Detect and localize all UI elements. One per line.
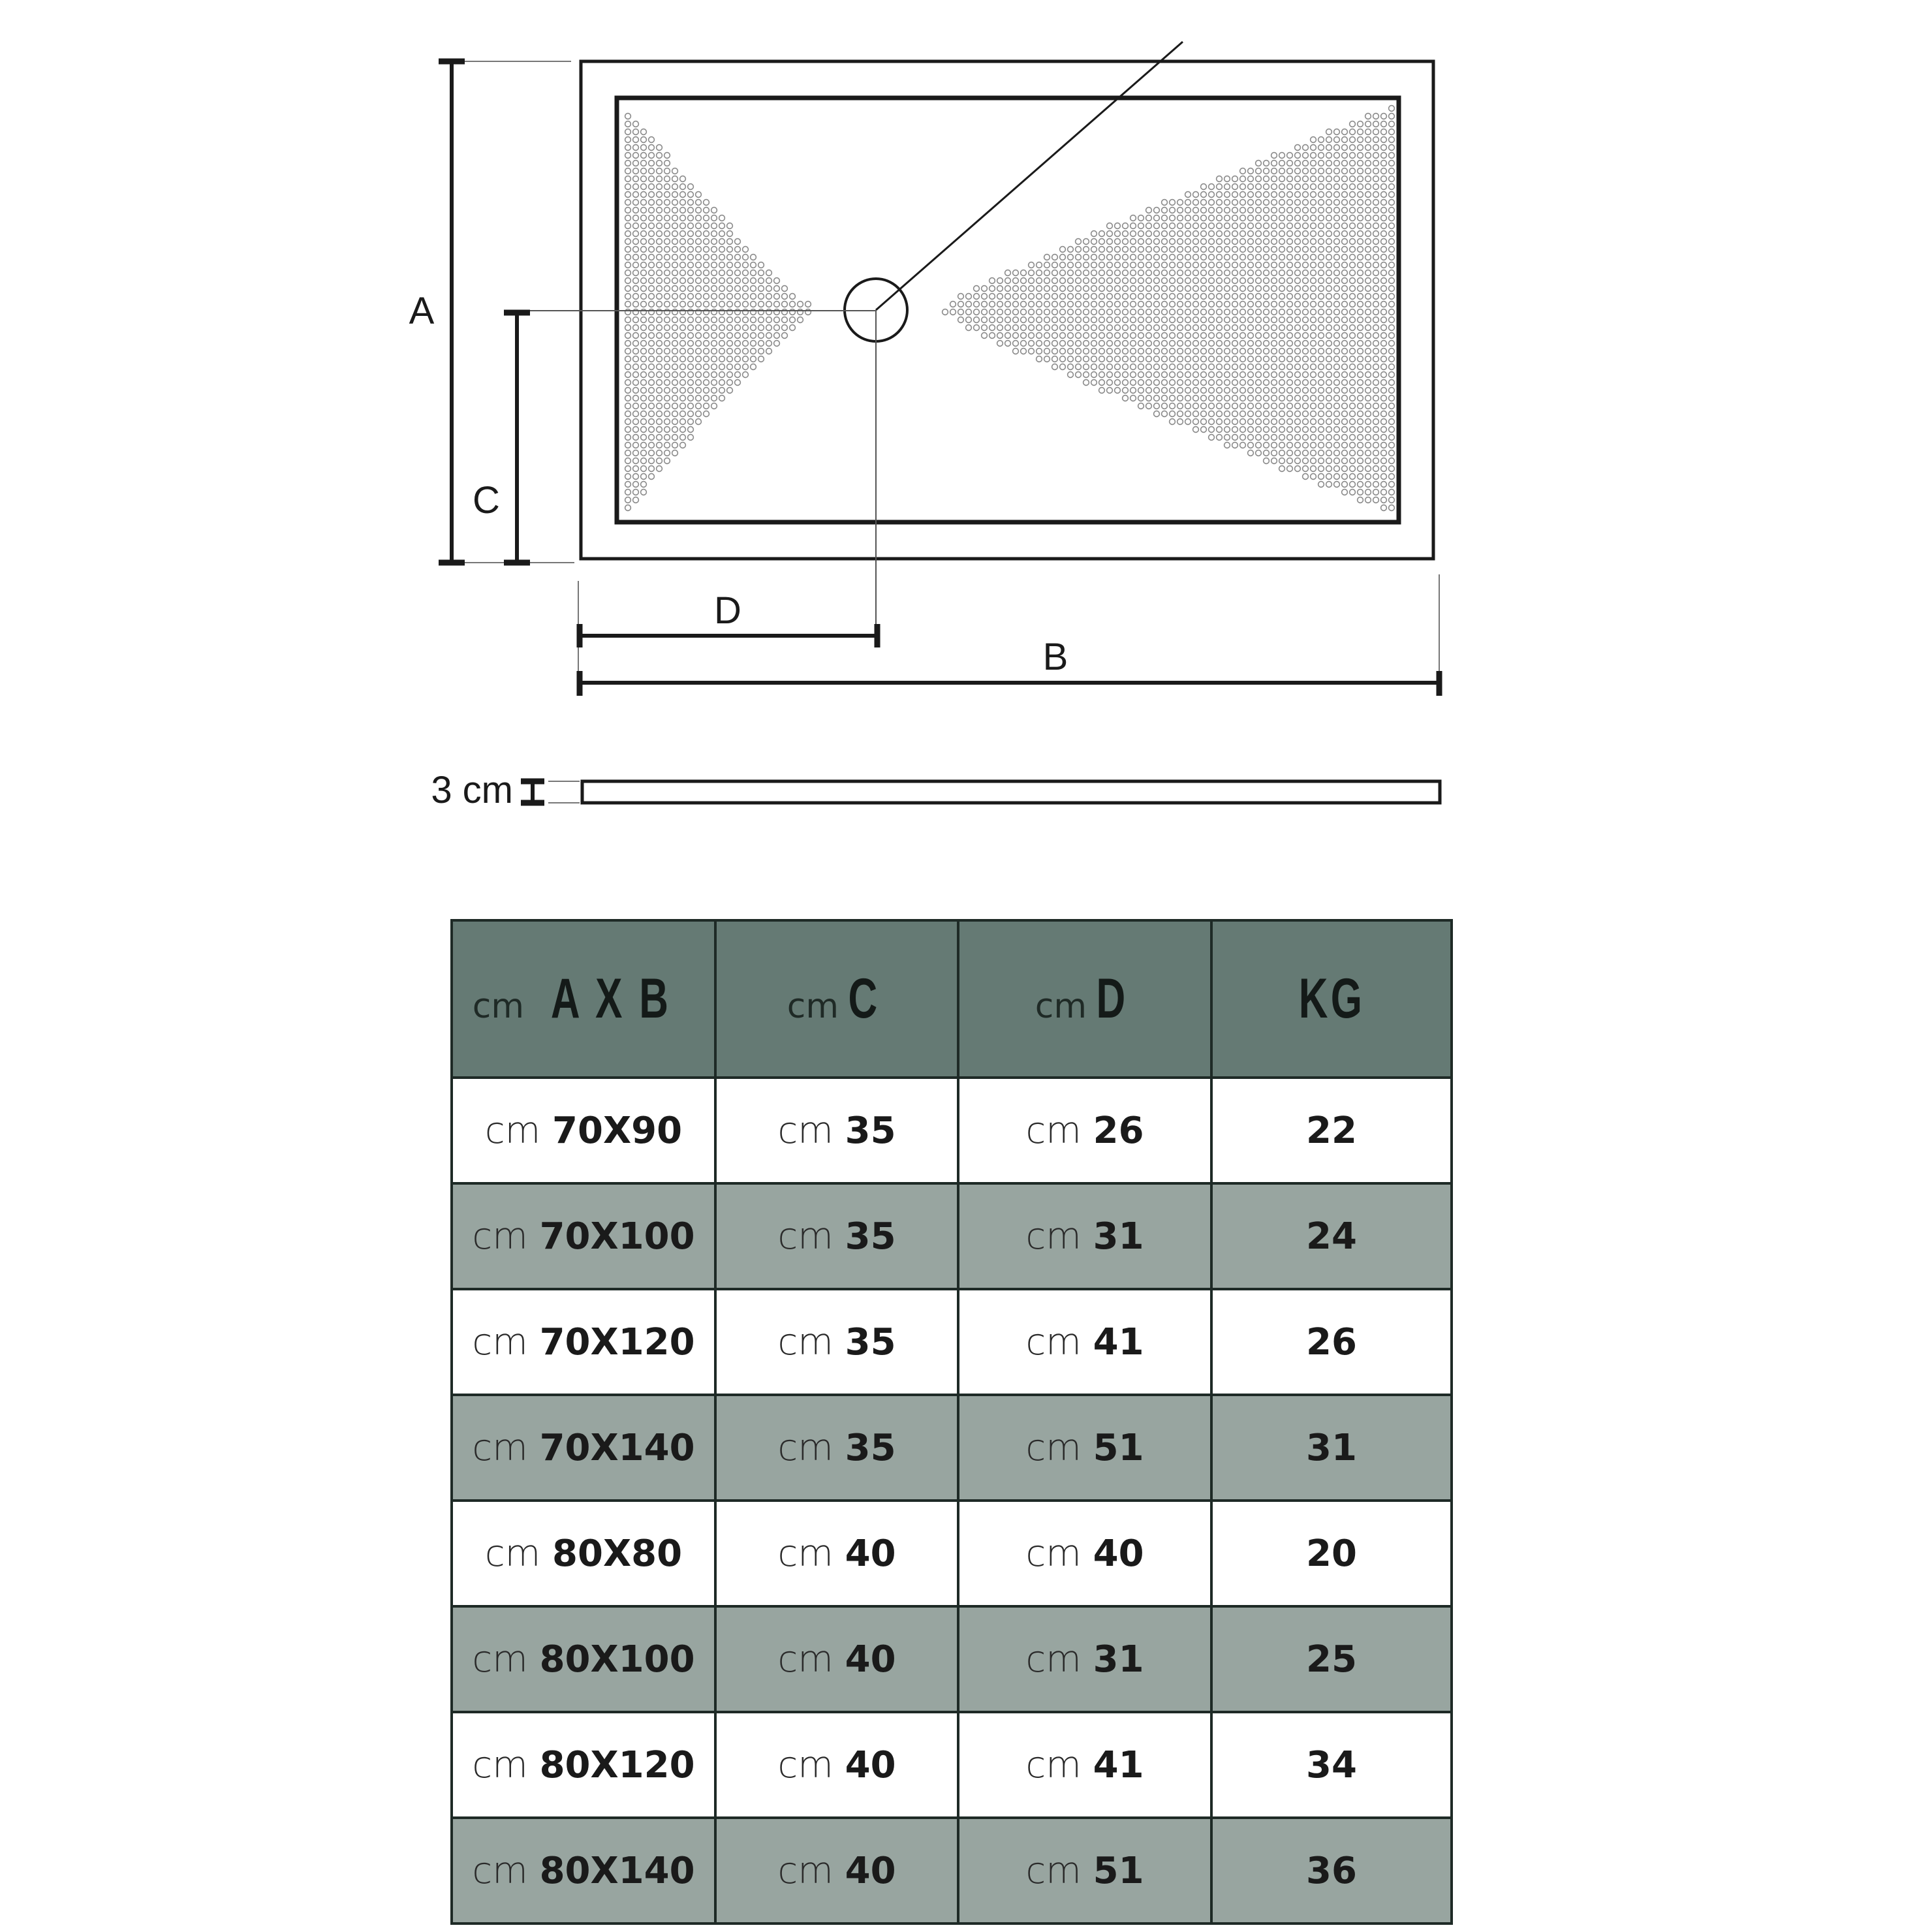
table-row (452, 1712, 1452, 1818)
unit-label: cm (1025, 1849, 1082, 1892)
table-row (452, 1289, 1452, 1395)
unit-label: cm (777, 1426, 834, 1469)
table-cell-ab (452, 1395, 715, 1501)
dimension-a (439, 61, 465, 563)
value-ab: 70X100 (539, 1215, 695, 1258)
value-kg: 31 (1306, 1426, 1357, 1469)
header-a-x-b: cm A X B (452, 920, 715, 1078)
table-cell-d (958, 1395, 1211, 1501)
dimension-d-label: D (714, 589, 741, 632)
value-ab: 70X90 (552, 1109, 683, 1152)
value-kg: 34 (1306, 1743, 1357, 1786)
table-header-row (452, 920, 1452, 1078)
unit-label: cm (472, 1215, 528, 1258)
dimension-b-label: B (1042, 636, 1068, 678)
value-c: 40 (845, 1743, 896, 1786)
table-cell-d (958, 1501, 1211, 1606)
unit-label: cm (484, 1109, 541, 1152)
thickness-dimension (521, 781, 544, 803)
table-cell-c (715, 1712, 958, 1818)
table-cell-c (715, 1289, 958, 1395)
table-row (452, 1183, 1452, 1289)
value-c: 35 (845, 1426, 896, 1469)
value-ab: 80X120 (539, 1743, 695, 1786)
table-cell-c (715, 1606, 958, 1712)
value-c: 35 (845, 1109, 896, 1152)
unit-label: cm (484, 1532, 541, 1575)
table-cell-kg (1211, 1606, 1452, 1712)
value-d: 41 (1093, 1743, 1144, 1786)
table-cell-ab (452, 1818, 715, 1924)
table-row (452, 1818, 1452, 1924)
unit-label: cm (472, 1426, 528, 1469)
table-cell-kg (1211, 1289, 1452, 1395)
value-kg: 22 (1306, 1109, 1357, 1152)
value-kg: 25 (1306, 1638, 1357, 1681)
value-d: 31 (1093, 1638, 1144, 1681)
dimension-c-label: C (473, 479, 500, 522)
value-d: 51 (1093, 1426, 1144, 1469)
table-cell-ab (452, 1289, 715, 1395)
header-kg: KG (1211, 920, 1452, 1078)
value-c: 40 (845, 1638, 896, 1681)
unit-label: cm (472, 1849, 528, 1892)
value-d: 40 (1093, 1532, 1144, 1575)
unit-label: cm (1025, 1532, 1082, 1575)
value-ab: 70X140 (539, 1426, 695, 1469)
unit-label: cm (1025, 1743, 1082, 1786)
table-row (452, 1078, 1452, 1183)
unit-label: cm (1025, 1426, 1082, 1469)
value-kg: 20 (1306, 1532, 1357, 1575)
table-cell-ab (452, 1712, 715, 1818)
table-cell-c (715, 1078, 958, 1183)
value-c: 35 (845, 1215, 896, 1258)
table-cell-d (958, 1289, 1211, 1395)
unit-label: cm (472, 1743, 528, 1786)
anti-slip-dot-pattern (625, 106, 1395, 511)
tray-side-profile (582, 781, 1440, 803)
dimensions-table (450, 919, 1453, 1925)
unit-label: cm (1025, 1109, 1082, 1152)
unit-label: cm (1025, 1638, 1082, 1681)
table-cell-ab (452, 1078, 715, 1183)
table-row (452, 1501, 1452, 1606)
unit-label: cm (777, 1532, 834, 1575)
value-ab: 80X80 (552, 1532, 683, 1575)
value-kg: 36 (1306, 1849, 1357, 1892)
value-ab: 70X120 (539, 1320, 695, 1363)
unit-label: cm (777, 1743, 834, 1786)
table-cell-c (715, 1501, 958, 1606)
unit-label: cm (472, 1638, 528, 1681)
value-c: 35 (845, 1320, 896, 1363)
drain-leader-line (876, 42, 1183, 310)
unit-label: cm (777, 1109, 834, 1152)
shower-tray-diagram (0, 0, 1932, 849)
unit-label: cm (1025, 1215, 1082, 1258)
table-row (452, 1395, 1452, 1501)
table-cell-c (715, 1183, 958, 1289)
table-cell-d (958, 1078, 1211, 1183)
table-cell-kg (1211, 1712, 1452, 1818)
table-cell-ab (452, 1501, 715, 1606)
table-cell-d (958, 1818, 1211, 1924)
value-ab: 80X100 (539, 1638, 695, 1681)
unit-label: cm (1025, 1320, 1082, 1363)
unit-label: cm (777, 1638, 834, 1681)
table-cell-d (958, 1712, 1211, 1818)
table-cell-kg (1211, 1078, 1452, 1183)
table-row (452, 1606, 1452, 1712)
value-kg: 24 (1306, 1215, 1357, 1258)
dimension-a-label: A (409, 290, 435, 332)
table-cell-kg (1211, 1818, 1452, 1924)
table-cell-ab (452, 1606, 715, 1712)
table-cell-kg (1211, 1395, 1452, 1501)
table-cell-kg (1211, 1501, 1452, 1606)
value-d: 41 (1093, 1320, 1144, 1363)
table-cell-d (958, 1183, 1211, 1289)
value-d: 51 (1093, 1849, 1144, 1892)
value-c: 40 (845, 1532, 896, 1575)
value-d: 31 (1093, 1215, 1144, 1258)
table-cell-c (715, 1818, 958, 1924)
thickness-label: 3 cm (431, 769, 513, 811)
table-cell-d (958, 1606, 1211, 1712)
value-kg: 26 (1306, 1320, 1357, 1363)
table-cell-ab (452, 1183, 715, 1289)
unit-label: cm (777, 1215, 834, 1258)
unit-label: cm (777, 1849, 834, 1892)
dimension-b (580, 671, 1439, 696)
value-ab: 80X140 (539, 1849, 695, 1892)
unit-label: cm (472, 1320, 528, 1363)
value-d: 26 (1093, 1109, 1144, 1152)
dimension-c (504, 313, 530, 563)
unit-label: cm (777, 1320, 834, 1363)
header-d: cm D (958, 920, 1211, 1078)
table-cell-kg (1211, 1183, 1452, 1289)
header-c: cm C (715, 920, 958, 1078)
value-c: 40 (845, 1849, 896, 1892)
table-cell-c (715, 1395, 958, 1501)
